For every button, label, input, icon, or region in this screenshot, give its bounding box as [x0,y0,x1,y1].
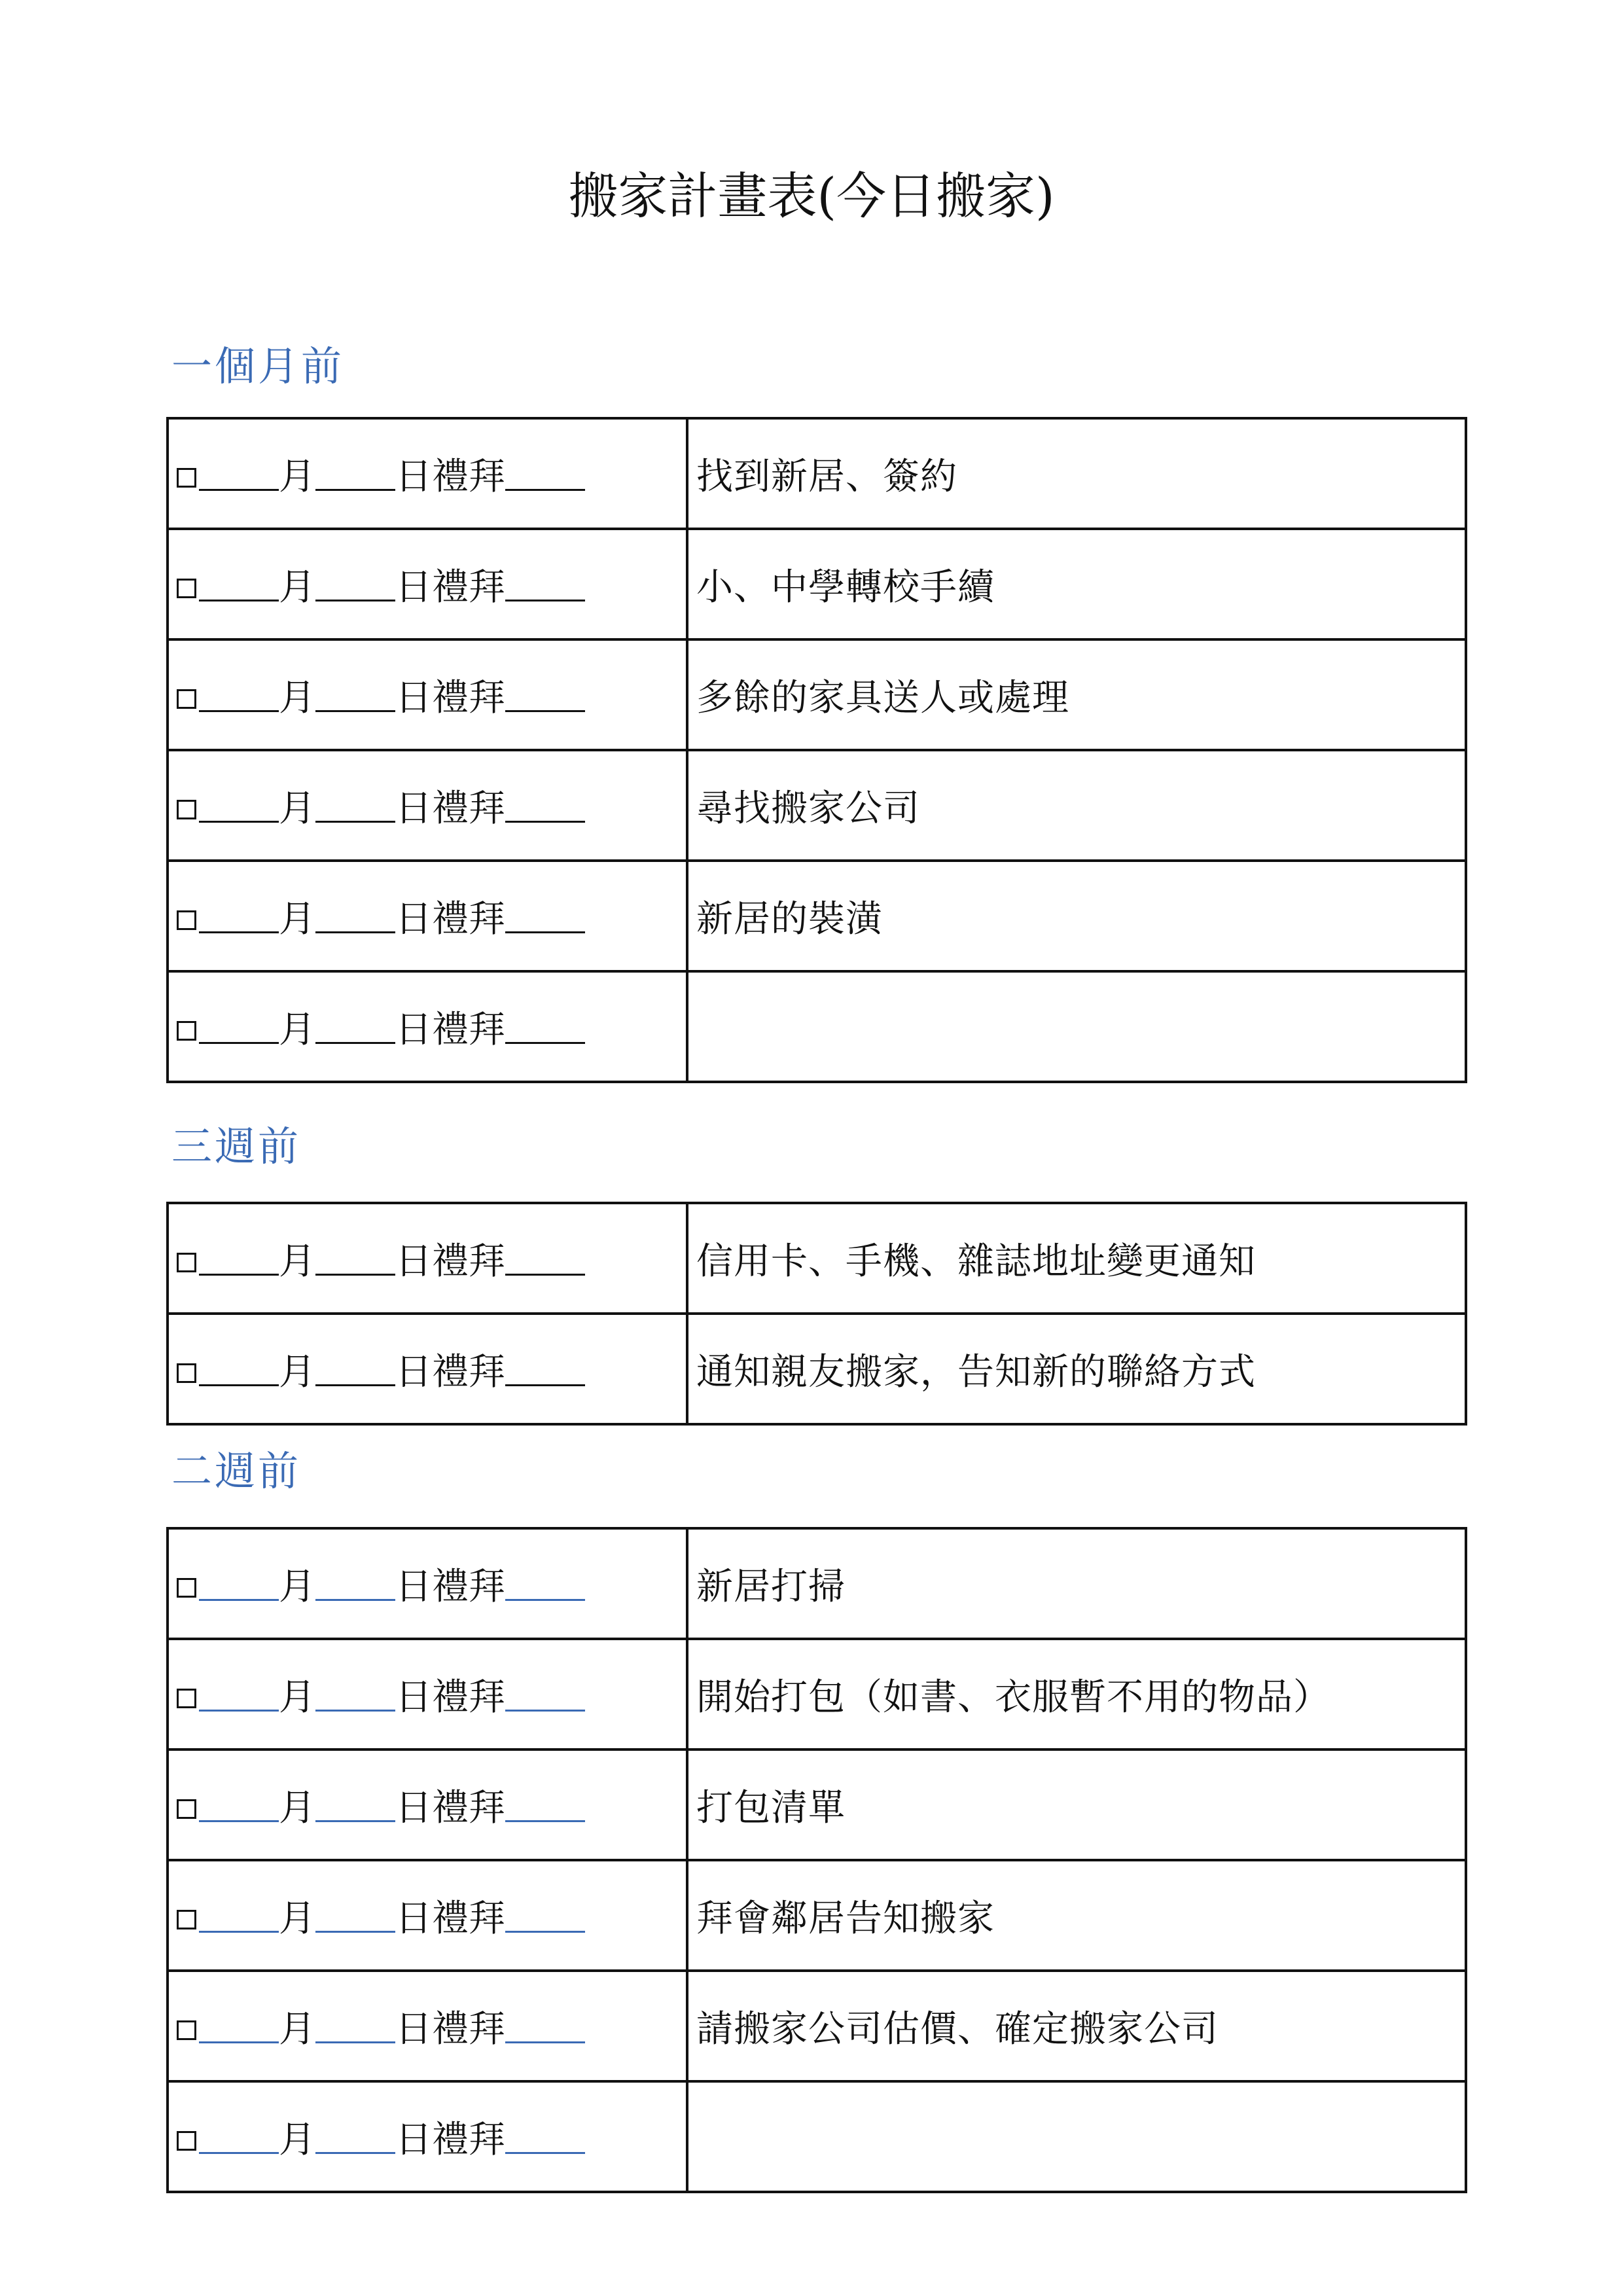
section-table-two-weeks [166,1527,1467,2193]
table-row [168,971,1466,1082]
month-blank[interactable] [199,1566,279,1601]
table-row [168,529,1466,639]
day-label: 日 [395,2007,432,2051]
month-label: 月 [279,1565,315,1608]
day-label: 日 [395,455,432,498]
month-blank[interactable] [199,1787,279,1822]
checkbox[interactable] [177,800,196,819]
checkbox[interactable] [177,910,196,930]
task-cell[interactable] [687,971,1466,1082]
day-blank[interactable] [315,1677,395,1712]
day-label: 日 [395,1565,432,1608]
checkbox[interactable] [177,1363,196,1383]
table-row [168,1203,1466,1314]
day-blank[interactable] [315,2009,395,2043]
month-label: 月 [279,1786,315,1829]
date-cell [168,971,687,1082]
day-label: 日 [395,2118,432,2161]
day-label: 日 [395,1786,432,1829]
month-blank[interactable] [199,567,279,601]
month-blank[interactable] [199,1241,279,1276]
checkbox[interactable] [177,2131,196,2151]
day-blank[interactable] [315,2119,395,2154]
task-cell: 開始打包（如書、衣服暫不用的物品） [687,1639,1466,1749]
section-heading-one-month: 一個月前 [171,342,345,390]
month-blank[interactable] [199,788,279,823]
day-label: 日 [395,676,432,719]
task-cell: 尋找搬家公司 [687,750,1466,861]
checkbox[interactable] [177,1910,196,1929]
checkbox[interactable] [177,1689,196,1708]
day-blank[interactable] [315,1566,395,1601]
month-label: 月 [279,1240,315,1283]
date-cell [168,1860,687,1971]
table-row [168,639,1466,750]
day-blank[interactable] [315,1898,395,1933]
date-cell [168,861,687,971]
month-blank[interactable] [199,1898,279,1933]
month-label: 月 [279,1008,315,1051]
date-cell [168,750,687,861]
date-cell [168,1749,687,1860]
weekday-label: 禮拜 [432,1786,505,1829]
task-cell[interactable] [687,2081,1466,2192]
weekday-blank[interactable] [505,1241,585,1276]
month-label: 月 [279,897,315,941]
task-cell: 通知親友搬家，告知新的聯絡方式 [687,1314,1466,1424]
weekday-label: 禮拜 [432,1350,505,1393]
day-label: 日 [395,1008,432,1051]
month-label: 月 [279,676,315,719]
weekday-label: 禮拜 [432,565,505,609]
weekday-label: 禮拜 [432,1240,505,1283]
checkbox[interactable] [177,1578,196,1598]
weekday-blank[interactable] [505,2009,585,2043]
section-table-three-weeks [166,1202,1467,1426]
checkbox[interactable] [177,468,196,488]
day-label: 日 [395,1240,432,1283]
table-row [168,1314,1466,1424]
date-cell [168,2081,687,2192]
weekday-blank[interactable] [505,567,585,601]
date-cell [168,529,687,639]
weekday-label: 禮拜 [432,897,505,941]
weekday-blank[interactable] [505,1898,585,1933]
day-label: 日 [395,787,432,830]
month-blank[interactable] [199,1677,279,1712]
month-blank[interactable] [199,1352,279,1386]
weekday-blank[interactable] [505,1566,585,1601]
section-heading-two-weeks: 二週前 [171,1447,302,1495]
day-label: 日 [395,1350,432,1393]
weekday-blank[interactable] [505,1009,585,1044]
task-cell: 拜會鄰居告知搬家 [687,1860,1466,1971]
month-label: 月 [279,1897,315,1940]
day-blank[interactable] [315,1787,395,1822]
day-label: 日 [395,1676,432,1719]
month-blank[interactable] [199,677,279,712]
weekday-blank[interactable] [505,456,585,491]
task-cell: 請搬家公司估價、確定搬家公司 [687,1971,1466,2081]
table-row [168,750,1466,861]
weekday-label: 禮拜 [432,1565,505,1608]
task-cell: 新居打掃 [687,1528,1466,1639]
date-cell [168,418,687,529]
task-cell: 打包清單 [687,1749,1466,1860]
table-row [168,418,1466,529]
table-row [168,861,1466,971]
weekday-blank[interactable] [505,2119,585,2154]
weekday-blank[interactable] [505,1677,585,1712]
date-cell [168,1314,687,1424]
table-row [168,1749,1466,1860]
checkbox[interactable] [177,1021,196,1041]
date-cell [168,639,687,750]
month-label: 月 [279,455,315,498]
checkbox[interactable] [177,689,196,709]
month-blank[interactable] [199,899,279,933]
table-row [168,1639,1466,1749]
weekday-label: 禮拜 [432,1897,505,1940]
checkbox[interactable] [177,579,196,598]
checkbox[interactable] [177,1253,196,1272]
day-blank[interactable] [315,1352,395,1386]
day-label: 日 [395,565,432,609]
day-blank[interactable] [315,899,395,933]
weekday-label: 禮拜 [432,455,505,498]
table-row [168,1528,1466,1639]
month-label: 月 [279,2007,315,2051]
section-table-one-month [166,417,1467,1083]
date-cell [168,1528,687,1639]
table-row [168,1971,1466,2081]
day-blank[interactable] [315,456,395,491]
month-label: 月 [279,565,315,609]
month-label: 月 [279,2118,315,2161]
weekday-label: 禮拜 [432,1008,505,1051]
day-blank[interactable] [315,677,395,712]
weekday-blank[interactable] [505,788,585,823]
weekday-label: 禮拜 [432,2007,505,2051]
weekday-blank[interactable] [505,677,585,712]
weekday-blank[interactable] [505,1352,585,1386]
section-heading-three-weeks: 三週前 [171,1122,302,1170]
day-blank[interactable] [315,788,395,823]
task-cell: 多餘的家具送人或處理 [687,639,1466,750]
month-label: 月 [279,1350,315,1393]
month-label: 月 [279,787,315,830]
day-blank[interactable] [315,567,395,601]
month-blank[interactable] [199,1009,279,1044]
table-row [168,1860,1466,1971]
weekday-label: 禮拜 [432,787,505,830]
month-blank[interactable] [199,2009,279,2043]
date-cell [168,1203,687,1314]
table-row [168,2081,1466,2192]
task-cell: 信用卡、手機、雜誌地址變更通知 [687,1203,1466,1314]
date-cell [168,1971,687,2081]
weekday-blank[interactable] [505,899,585,933]
weekday-label: 禮拜 [432,2118,505,2161]
day-blank[interactable] [315,1241,395,1276]
month-blank[interactable] [199,2119,279,2154]
weekday-blank[interactable] [505,1787,585,1822]
day-label: 日 [395,897,432,941]
date-cell [168,1639,687,1749]
task-cell: 找到新居、簽約 [687,418,1466,529]
month-blank[interactable] [199,456,279,491]
weekday-label: 禮拜 [432,676,505,719]
month-label: 月 [279,1676,315,1719]
task-cell: 小、中學轉校手續 [687,529,1466,639]
day-label: 日 [395,1897,432,1940]
weekday-label: 禮拜 [432,1676,505,1719]
task-cell: 新居的裝潢 [687,861,1466,971]
page-title: 搬家計畫表(今日搬家) [568,167,1055,225]
day-blank[interactable] [315,1009,395,1044]
checkbox[interactable] [177,1799,196,1819]
checkbox[interactable] [177,2020,196,2040]
